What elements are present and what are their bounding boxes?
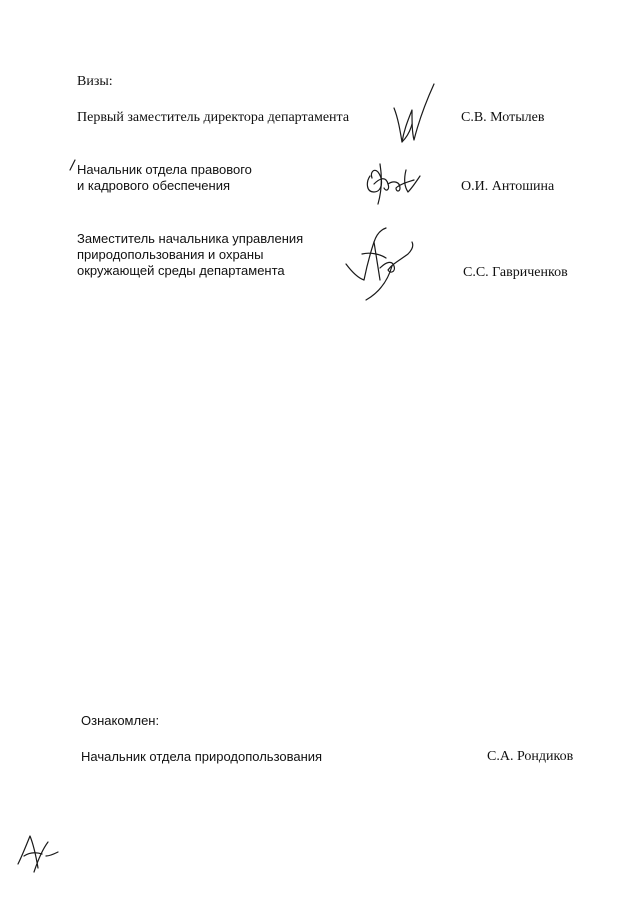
visa-2-position-line-2: и кадрового обеспечения: [77, 178, 230, 193]
acknowledged-name: С.А. Рондиков: [487, 749, 574, 764]
initials-mark: [12, 828, 62, 880]
visa-2-position-line-1: Начальник отдела правового: [77, 162, 252, 177]
margin-tick-mark: [68, 158, 78, 172]
acknowledged-position: Начальник отдела природопользования: [81, 749, 323, 764]
visa-3-position-line-1: Заместитель начальника управления: [77, 231, 304, 246]
signature-motylev: [390, 80, 440, 150]
visas-heading: Визы:: [77, 74, 113, 89]
visa-3-position-line-2: природопользования и охраны: [77, 247, 264, 262]
visa-3-position-line-3: окружающей среды департамента: [77, 263, 285, 278]
visa-1-name: С.В. Мотылев: [461, 110, 545, 125]
visa-2-name: О.И. Антошина: [461, 179, 555, 194]
signature-gavrichenkov: [340, 224, 420, 306]
signature-antoshina: [360, 158, 430, 208]
visa-3-name: С.С. Гавриченков: [463, 265, 568, 280]
acknowledged-heading: Ознакомлен:: [81, 713, 160, 728]
visa-1-position: Первый заместитель директора департамента: [77, 110, 350, 125]
